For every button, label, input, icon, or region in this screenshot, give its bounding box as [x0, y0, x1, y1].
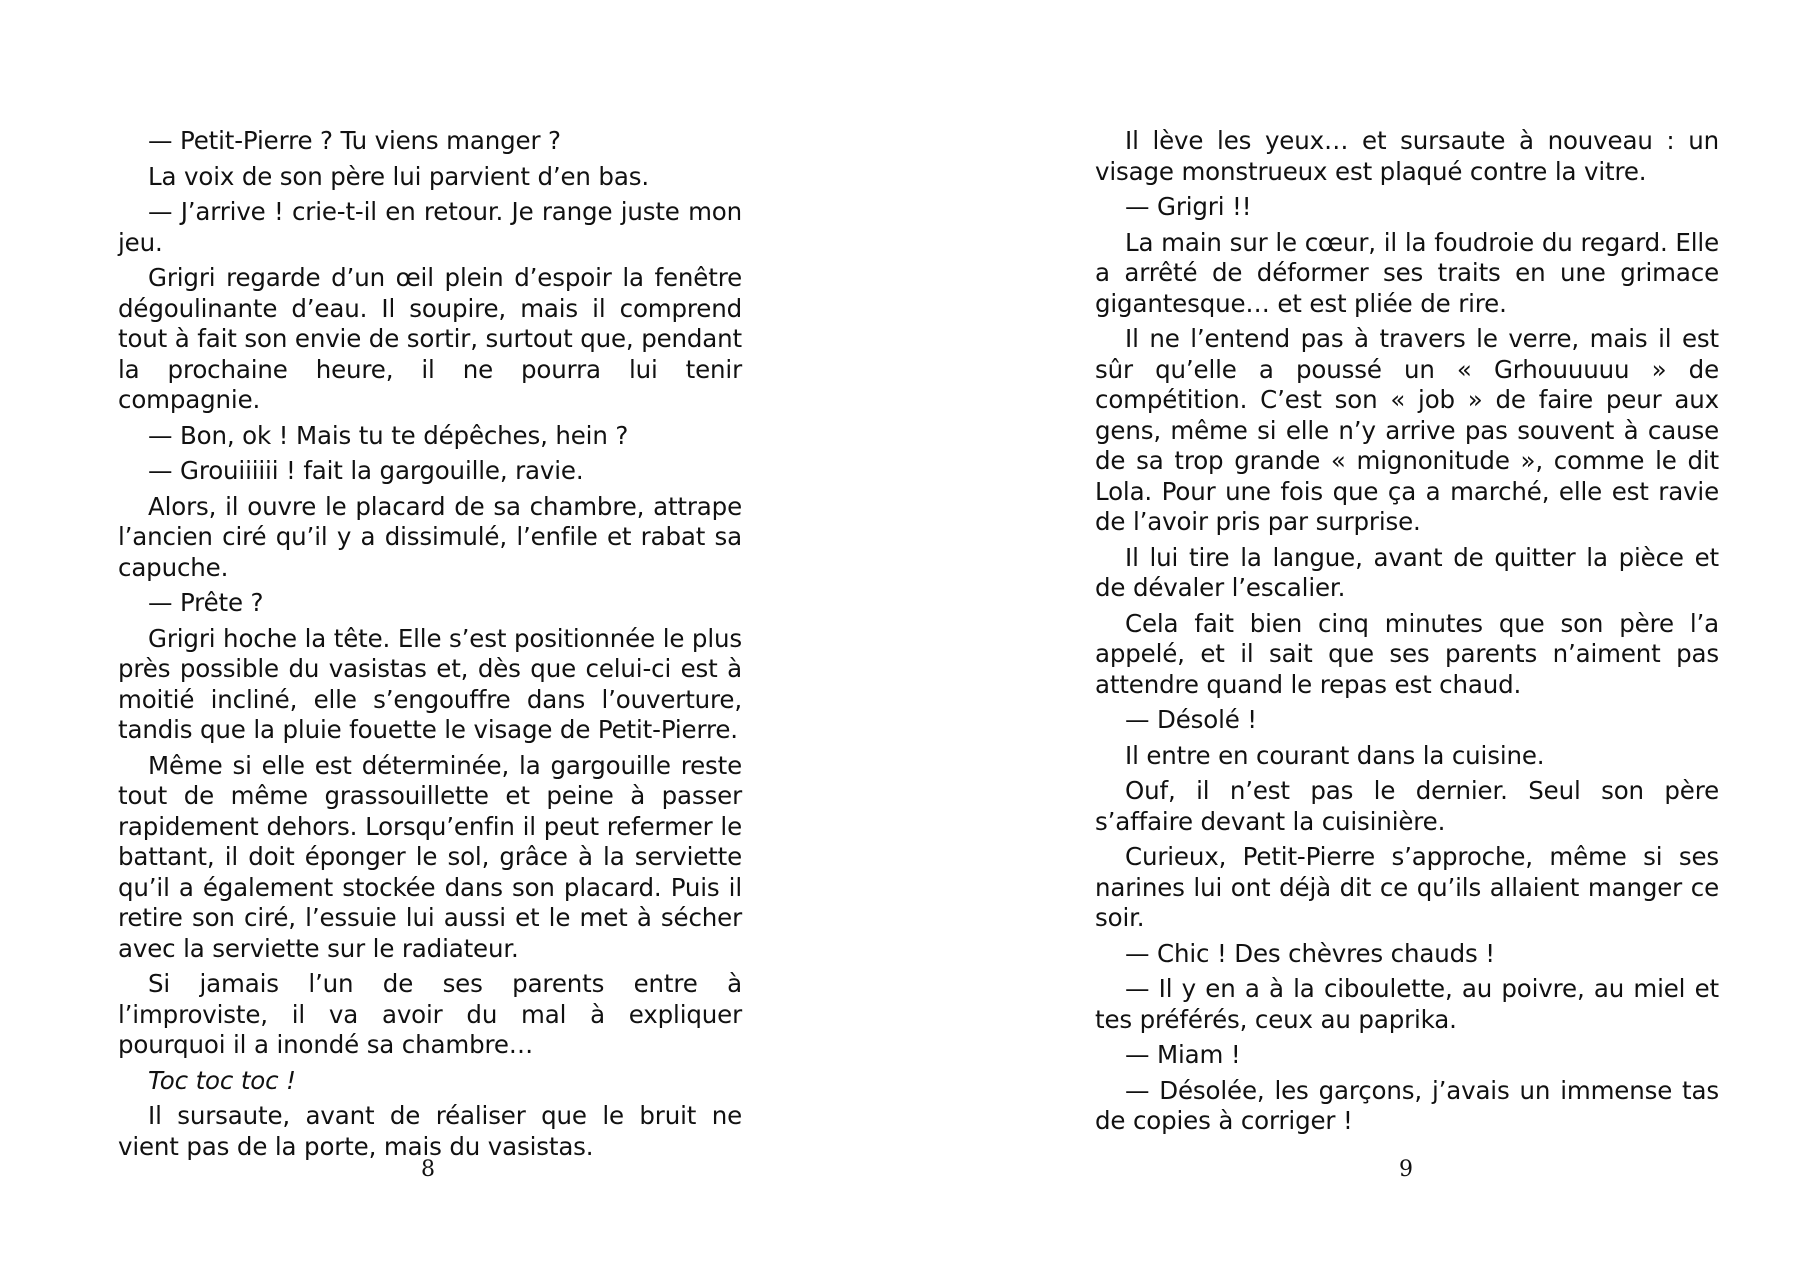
paragraph: — Miam ! [1125, 1040, 1241, 1069]
paragraph: Grigri regarde d’un œil plein d’espoir la fenêtre dégoulinante d’eau. Il soupire, mais il comprend tout à fait son envie de sortir, surtout que, pendant la prochaine heure, il ne pourra lui tenir compagnie. [118, 263, 742, 414]
paragraph: — Il y en a à la ciboulette, au poivre, au miel et tes préférés, ceux au paprika. [1095, 974, 1719, 1034]
right-page-text [1095, 126, 1719, 1142]
left-page [0, 0, 909, 1276]
paragraph: Il sursaute, avant de réaliser que le bruit ne vient pas de la porte, mais du vasistas. [118, 1101, 742, 1161]
paragraph: Alors, il ouvre le placard de sa chambre, attrape l’ancien ciré qu’il y a dissimulé, l’enfile et rabat sa capuche. [118, 491, 742, 582]
left-page-text [118, 126, 742, 1167]
paragraph: Cela fait bien cinq minutes que son père l’a appelé, et il sait que ses parents n’aiment pas attendre quand le repas est chaud. [1095, 608, 1719, 699]
paragraph: — Désolé ! [1125, 705, 1257, 734]
right-page [910, 0, 1819, 1276]
paragraph: — Prête ? [148, 588, 264, 617]
paragraph: Il entre en courant dans la cuisine. [1125, 740, 1545, 770]
paragraph: — Chic ! Des chèvres chauds ! [1125, 938, 1495, 968]
paragraph: Même si elle est déterminée, la gargouille reste tout de même grassouillette et peine à passer rapidement dehors. Lorsqu’enfin il peut refermer le battant, il doit éponger le sol, grâce à la serviette qu’il a également stockée dans son placard. Puis il retire son ciré, l’essuie lui aussi et le met à sécher avec la serviette sur le radiateur. [118, 750, 742, 963]
paragraph: Si jamais l’un de ses parents entre à l’improviste, il va avoir du mal à expliquer pourquoi il a inondé sa chambre… [118, 969, 742, 1059]
page-number-right: 9 [1399, 1157, 1413, 1182]
paragraph-italic: Toc toc toc ! [148, 1065, 296, 1095]
paragraph: Il ne l’entend pas à travers le verre, mais il est sûr qu’elle a poussé un « Grhouuuuu » de compétition. C’est son « job » de faire peur aux gens, même si elle n’y arrive pas souvent à cause de sa trop grande « mignonitude », comme le dit Lola. Pour une fois que ça a marché, elle est ravie de l’avoir pris par surprise. [1095, 324, 1719, 536]
paragraph: Ouf, il n’est pas le dernier. Seul son père s’affaire devant la cuisinière. [1095, 776, 1719, 836]
paragraph: — Désolée, les garçons, j’avais un immense tas de copies à corriger ! [1095, 1075, 1719, 1135]
paragraph: La voix de son père lui parvient d’en bas. [148, 161, 649, 191]
page-number-left: 8 [421, 1157, 435, 1182]
paragraph: Il lui tire la langue, avant de quitter la pièce et de dévaler l’escalier. [1095, 542, 1719, 602]
paragraph: Grigri hoche la tête. Elle s’est positionnée le plus près possible du vasistas et, dès que celui-ci est à moitié incliné, elle s’engouffre dans l’ouverture, tandis que la pluie fouette le visage de Petit-Pierre. [118, 623, 742, 744]
paragraph: — Petit-Pierre ? Tu viens manger ? [148, 126, 561, 155]
paragraph: — Grouiiiiii ! fait la gargouille, ravie. [148, 456, 584, 485]
paragraph: — Grigri !! [1125, 192, 1252, 221]
paragraph: — J’arrive ! crie-t-il en retour. Je range juste mon jeu. [118, 197, 742, 257]
paragraph: — Bon, ok ! Mais tu te dépêches, hein ? [148, 420, 629, 450]
paragraph: Curieux, Petit-Pierre s’approche, même si ses narines lui ont déjà dit ce qu’ils allaient manger ce soir. [1095, 842, 1719, 932]
paragraph: Il lève les yeux… et sursaute à nouveau : un visage monstrueux est plaqué contre la vitre. [1095, 126, 1719, 186]
paragraph: La main sur le cœur, il la foudroie du regard. Elle a arrêté de déformer ses traits en une grimace gigantesque… et est pliée de rire. [1095, 227, 1719, 318]
